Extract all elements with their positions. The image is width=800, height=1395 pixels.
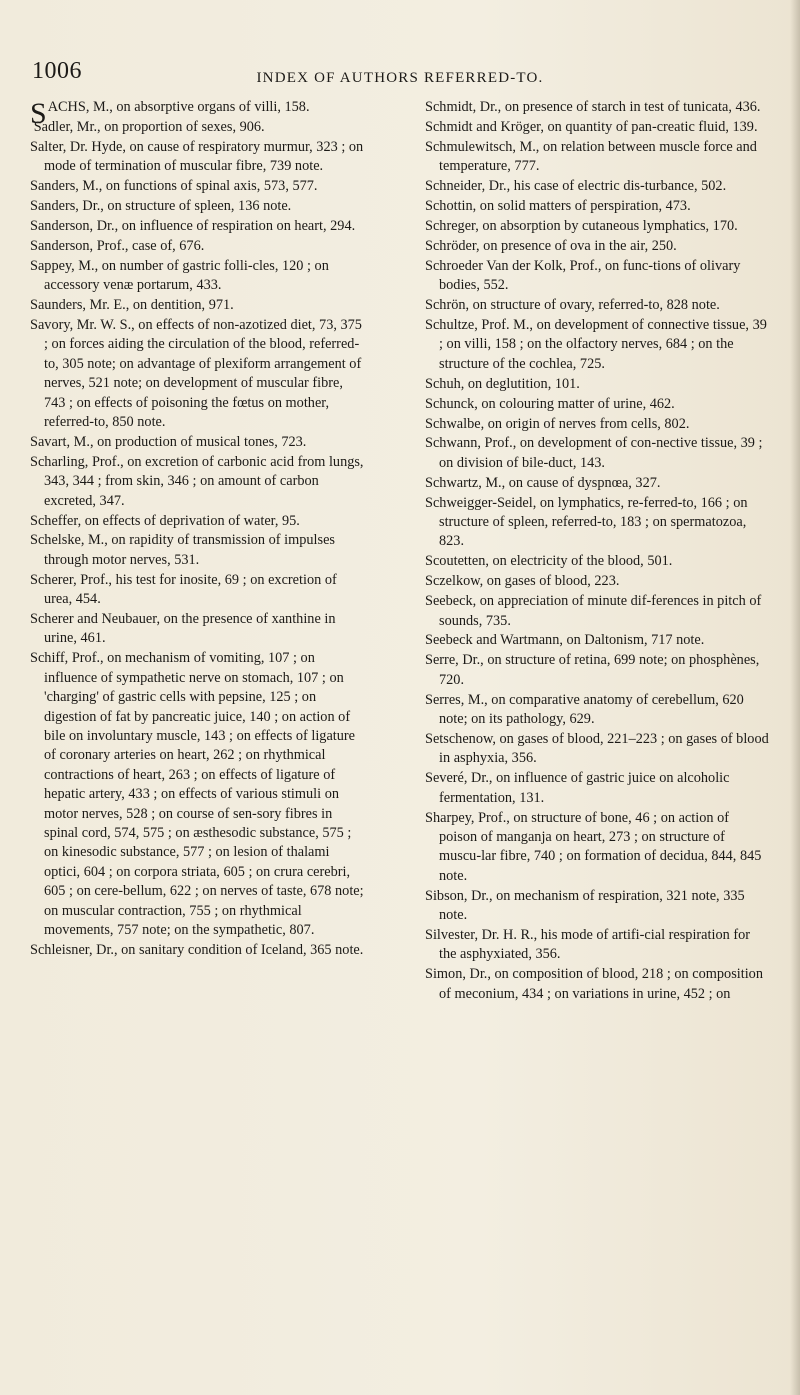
index-entry-text: Schmulewitsch, M., on relation between muscle force and temperature, 777. (425, 138, 757, 175)
index-entry-text: Setschenow, on gases of blood, 221–223 ; on gases of blood in asphyxia, 356. (425, 731, 769, 767)
index-entry (30, 296, 367, 315)
index-entry (425, 926, 770, 965)
index-entry (425, 965, 770, 1004)
index-entry (425, 572, 770, 591)
index-entry-text: Sappey, M., on number of gastric folli-cles, 120 ; on accessory venæ portarum, 433. (30, 257, 329, 294)
index-column-left (30, 98, 367, 961)
index-entry-text: Scherer and Neubauer, on the presence of xanthine in urine, 461. (30, 611, 336, 647)
index-entry (425, 375, 770, 394)
index-entry-text: Schuh, on deglutition, 101. (425, 375, 580, 392)
index-entry (425, 474, 770, 493)
drop-cap: S (30, 97, 47, 130)
index-entry (30, 433, 367, 452)
index-entry-text: Sanders, M., on functions of spinal axis, 573, 577. (30, 178, 318, 195)
index-entry (30, 453, 367, 511)
index-entry (425, 631, 770, 650)
index-entry-text: Sanderson, Dr., on influence of respiration on heart, 294. (30, 217, 356, 234)
index-entry (425, 197, 770, 216)
index-entry (425, 395, 770, 414)
index-entry (30, 237, 367, 256)
index-entry-text: Serre, Dr., on structure of retina, 699 note; on phosphènes, 720. (425, 652, 760, 688)
index-entry-text: Schultze, Prof. M., on development of connective tissue, 39 ; on villi, 158 ; on the olfactory nerves, 684 ; on the structure of the cochlea, 725. (425, 316, 767, 372)
index-entry-text: Seebeck, on appreciation of minute dif-ferences in pitch of sounds, 735. (425, 593, 762, 629)
index-entry-text: Schreger, on absorption by cutaneous lymphatics, 170. (425, 217, 738, 234)
index-entry (30, 197, 367, 216)
index-entry-text: Sharpey, Prof., on structure of bone, 46 ; on action of poison of manganja on heart, 273 ; on structure of muscu-lar fibre, 740 ; on formation of decidua, 844, 845 note. (425, 809, 762, 884)
index-entry-text: ACHS, M., on absorptive organs of villi, 158. (47, 99, 310, 115)
index-entry (425, 257, 770, 296)
running-title: INDEX OF AUTHORS REFERRED-TO. (256, 70, 544, 86)
index-entry (30, 512, 367, 531)
index-entry-text: Schiff, Prof., on mechanism of vomiting, 107 ; on influence of sympathetic nerve on stomach, 107 ; on 'charging' of gastric cells with pepsine, 125 ; on digestion of fat by pancreatic juice, 140 ; on action of bile on involuntary muscle, 143 ; on effects of ligature of coronary arteries on heart, 262 ; on rhythmical contractions of heart, 263 ; on effects of ligature of hepatic artery, 433 ; on effects of various stimuli on motor nerves, 528 ; on course of sen-sory fibres in spinal cord, 574, 575 ; on æsthesodic substance, 575 ; on kinesodic substance, 577 ; on lesion of thalami optici, 604 ; on corpora striata, 605 ; on crura cerebri, 605 ; on cere-bellum, 622 ; on nerves of taste, 678 note; on muscular contraction, 755 ; on rhythmical movements, 757 note; on the sympathetic, 807. (30, 650, 364, 939)
index-entry (425, 316, 770, 374)
index-entry (425, 494, 770, 552)
page-number: 1006 (32, 58, 82, 84)
index-entry-text: Schwartz, M., on cause of dyspnœa, 327. (425, 474, 661, 491)
index-entry-text: Schleisner, Dr., on sanitary condition of Iceland, 365 note. (30, 941, 364, 958)
index-entry (425, 138, 770, 177)
index-entry (30, 649, 367, 940)
index-entry (30, 118, 367, 137)
index-entry (425, 651, 770, 690)
index-entry-text: Savory, Mr. W. S., on effects of non-azotized diet, 73, 375 ; on forces aiding the circulation of the blood, referred-to, 305 note; on advantage of plexiform arrangement of nerves, 521 note; on development of muscular fibre, 743 ; on effects of poisoning the fœtus on mother, referred-to, 850 note. (30, 316, 362, 430)
index-entry-text: Sadler, Mr., on proportion of sexes, 906. (33, 118, 265, 135)
index-entry (30, 941, 367, 960)
index-entry-text: Schwalbe, on origin of nerves from cells, 802. (425, 415, 690, 432)
index-entry-text: Schweigger-Seidel, on lymphatics, re-ferred-to, 166 ; on structure of spleen, referred-to, 183 ; on spermatozoa, 823. (425, 494, 748, 550)
index-entry (425, 296, 770, 315)
index-entry-text: Sanders, Dr., on structure of spleen, 136 note. (30, 198, 292, 215)
index-entry-text: Silvester, Dr. H. R., his mode of artifi-cial respiration for the asphyxiated, 356. (425, 927, 751, 963)
index-entry-text: Schrön, on structure of ovary, referred-to, 828 note. (425, 297, 720, 314)
index-entry (425, 730, 770, 769)
index-entry (425, 118, 770, 137)
index-column-right (425, 98, 770, 1005)
index-entry-text: Simon, Dr., on composition of blood, 218 ; on composition of meconium, 434 ; on variations in urine, 452 ; on (425, 966, 763, 1002)
index-entry (425, 769, 770, 808)
index-entry (425, 592, 770, 631)
index-entry-text: Schelske, M., on rapidity of transmission of impulses through motor nerves, 531. (30, 532, 335, 568)
index-entry-text: Schmidt and Kröger, on quantity of pan-creatic fluid, 139. (425, 118, 758, 135)
index-entry-text: Severé, Dr., on influence of gastric juice on alcoholic fermentation, 131. (425, 770, 730, 806)
index-entry-text: Serres, M., on comparative anatomy of cerebellum, 620 note; on its pathology, 629. (425, 691, 744, 728)
index-entry-text: Seebeck and Wartmann, on Daltonism, 717 note. (425, 632, 705, 649)
index-entry-text: Scheffer, on effects of deprivation of water, 95. (30, 512, 300, 529)
index-entry (30, 610, 367, 649)
index-entry (425, 217, 770, 236)
page-edge-shadow (790, 0, 800, 1395)
index-entry-text: Sibson, Dr., on mechanism of respiration, 321 note, 335 note. (425, 887, 745, 924)
index-entry (30, 177, 367, 196)
index-entry (425, 887, 770, 926)
index-entry-text: Scharling, Prof., on excretion of carbonic acid from lungs, 343, 344 ; from skin, 346 ; on amount of carbon excreted, 347. (30, 453, 364, 509)
index-entry (425, 98, 770, 117)
index-entry-text: Sanderson, Prof., case of, 676. (30, 237, 205, 254)
index-entry-text: Scherer, Prof., his test for inosite, 69 ; on excretion of urea, 454. (30, 571, 337, 608)
index-entry (30, 257, 367, 296)
index-entry-text: Schwann, Prof., on development of con-nective tissue, 39 ; on division of bile-duct, 143. (425, 435, 763, 471)
index-entry (425, 691, 770, 730)
index-entry (425, 177, 770, 196)
index-entry-text: Schneider, Dr., his case of electric dis-turbance, 502. (425, 178, 727, 195)
index-entry (30, 217, 367, 236)
index-entry (425, 809, 770, 887)
index-entry (30, 138, 367, 177)
index-entry-text: Sczelkow, on gases of blood, 223. (425, 573, 620, 590)
index-entry (425, 237, 770, 256)
index-entry-text: Schunck, on colouring matter of urine, 462. (425, 395, 675, 412)
index-entry-text: Schottin, on solid matters of perspiration, 473. (425, 198, 691, 215)
index-entry-text: Salter, Dr. Hyde, on cause of respiratory murmur, 323 ; on mode of termination of muscular fibre, 739 note. (30, 138, 364, 175)
index-entry-text: Savart, M., on production of musical tones, 723. (30, 433, 307, 450)
index-entry (425, 415, 770, 434)
index-entry-text: Schröder, on presence of ova in the air, 250. (425, 237, 677, 254)
index-entry (425, 552, 770, 571)
index-entry (425, 434, 770, 473)
index-entry-text: Scoutetten, on electricity of the blood, 501. (425, 553, 673, 570)
index-entry (30, 531, 367, 570)
index-entry-text: Saunders, Mr. E., on dentition, 971. (30, 297, 234, 314)
index-entry (30, 316, 367, 432)
index-entry (30, 571, 367, 610)
index-entry-text: Schroeder Van der Kolk, Prof., on func-tions of olivary bodies, 552. (425, 257, 741, 294)
index-entry-text: Schmidt, Dr., on presence of starch in test of tunicata, 436. (425, 99, 761, 115)
